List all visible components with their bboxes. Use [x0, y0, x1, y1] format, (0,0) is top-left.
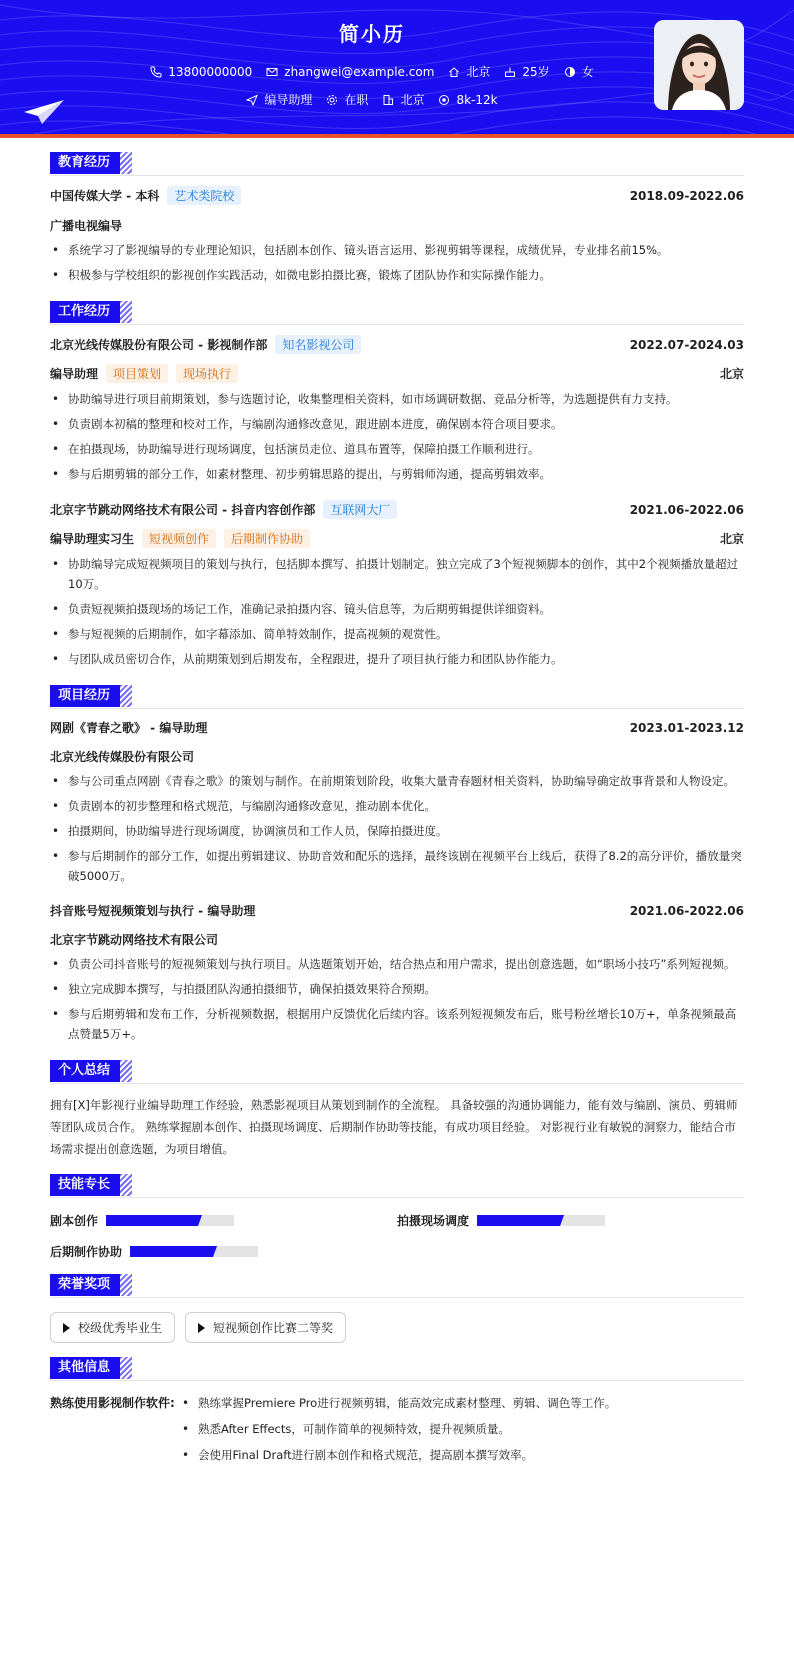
project-entry	[50, 719, 744, 886]
avatar	[654, 20, 744, 110]
job-intent-row	[0, 91, 744, 108]
age-info	[504, 63, 549, 80]
cake-icon	[504, 66, 516, 78]
section-header	[50, 685, 744, 709]
section-title-other: 其他信息	[50, 1357, 120, 1379]
list-item: • 参与后期剪辑和发布工作，分析视频数据，根据用户反馈优化后续内容。该系列短视频发布后，账号粉丝增长10万+，单条视频最高点赞量5万+。	[50, 1004, 744, 1044]
school-name: 中国传媒大学 - 本科	[50, 189, 160, 203]
list-item: • 独立完成脚本撰写，与拍摄团队沟通拍摄细节，确保拍摄效果符合预期。	[50, 979, 744, 999]
salary-text: 8k-12k	[456, 92, 498, 107]
email-info	[266, 63, 434, 80]
section-title-summary: 个人总结	[50, 1060, 120, 1082]
entry-heading	[50, 902, 744, 919]
age-text: 25岁	[522, 65, 550, 79]
building-icon	[382, 94, 394, 106]
list-item: • 拍摄期间，协助编导进行现场调度，协调演员和工作人员，保障拍摄进度。	[50, 821, 744, 841]
skill-name: 剧本创作	[50, 1214, 99, 1228]
section-title-awards: 荣誉奖项	[50, 1274, 120, 1296]
list-item: • 协助编导进行项目前期策划，参与选题讨论，收集整理相关资料，如市场调研数据、竞品分析等，为选题提供有力支持。	[50, 389, 744, 409]
bullet-list	[50, 554, 744, 669]
salary-info	[438, 91, 497, 108]
gear-icon	[326, 94, 338, 106]
list-item: • 与团队成员密切合作，从前期策划到后期发布，全程跟进，提升了项目执行能力和团队协作能力。	[50, 649, 744, 669]
play-triangle-icon	[198, 1323, 205, 1333]
play-triangle-icon	[63, 1323, 70, 1333]
bullet-list	[50, 771, 744, 886]
work-location: 北京	[719, 367, 744, 381]
role-tag: 短视频创作	[142, 529, 216, 548]
section-header	[50, 1357, 744, 1381]
bullet-list	[180, 1393, 744, 1471]
entry-heading	[50, 500, 744, 519]
list-item: • 在拍摄现场，协助编导进行现场调度，包括演员走位、道具布置等，保障拍摄工作顺利进行。	[50, 439, 744, 459]
email-text: zhangwei@example.com	[284, 64, 435, 79]
other-info	[50, 1393, 744, 1471]
position-text: 编导助理	[264, 93, 313, 107]
school-tag: 艺术类院校	[167, 186, 241, 205]
other-label: 熟练使用影视制作软件:	[50, 1396, 175, 1410]
list-item: • 参与短视频的后期制作，如字幕添加、简单特效制作，提高视频的观赏性。	[50, 624, 744, 644]
list-item: • 负责剧本初稿的整理和校对工作，与编剧沟通修改意见，跟进剧本进度，确保剧本符合项目要求。	[50, 414, 744, 434]
role-name: 编导助理	[50, 367, 99, 381]
resume-header	[0, 0, 794, 138]
list-item: • 熟练掌握Premiere Pro进行视频剪辑，能高效完成素材整理、剪辑、调色等工作。	[180, 1393, 744, 1413]
list-item: • 参与后期剪辑的部分工作，如素材整理、初步剪辑思路的提出，与剪辑师沟通，提高剪辑效率。	[50, 464, 744, 484]
skill-item	[50, 1212, 397, 1229]
section-title-education: 教育经历	[50, 152, 120, 174]
bullet-list	[50, 954, 744, 1044]
send-icon	[246, 94, 258, 106]
role-tag: 项目策划	[106, 364, 168, 383]
phone-info	[150, 63, 252, 80]
awards-section	[50, 1274, 744, 1343]
award-name: 校级优秀毕业生	[78, 1321, 163, 1335]
work-location: 北京	[719, 532, 744, 546]
other-section	[50, 1357, 744, 1471]
skill-item	[397, 1212, 744, 1229]
list-item: • 会使用Final Draft进行剧本创作和格式规范，提高剧本撰写效率。	[180, 1445, 744, 1465]
project-entry	[50, 902, 744, 1044]
projects-section	[50, 685, 744, 1044]
summary-section	[50, 1060, 744, 1160]
list-item: • 负责公司抖音账号的短视频策划与执行项目。从选题策划开始，结合热点和用户需求，提出创意选题，如“职场小技巧”系列短视频。	[50, 954, 744, 974]
role-row	[50, 529, 744, 548]
entry-date: 2022.07-2024.03	[629, 337, 744, 352]
bullet-list	[50, 389, 744, 484]
skill-bar-fill	[130, 1246, 217, 1257]
hometown-text: 北京	[466, 65, 491, 79]
list-item: • 参与后期制作的部分工作，如提出剪辑建议、协助音效和配乐的选择，最终该剧在视频平台上线后，获得了8.2的高分评价，播放量突破5000万。	[50, 846, 744, 886]
company-name: 北京光线传媒股份有限公司 - 影视制作部	[50, 338, 268, 352]
entry-date: 2021.06-2022.06	[629, 903, 744, 918]
list-item: • 系统学习了影视编导的专业理论知识，包括剧本创作、镜头语言运用、影视剪辑等课程，成绩优异，专业排名前15%。	[50, 240, 744, 260]
work-section	[50, 301, 744, 669]
skills-grid	[50, 1212, 744, 1260]
gender-text: 女	[581, 65, 594, 79]
award-badge	[185, 1312, 346, 1343]
gender-icon	[564, 66, 576, 78]
bullet-list	[50, 240, 744, 285]
skill-bar	[106, 1215, 234, 1226]
section-title-skills: 技能专长	[50, 1174, 120, 1196]
status-text: 在职	[344, 93, 369, 107]
award-name: 短视频创作比赛二等奖	[213, 1321, 334, 1335]
mail-icon	[266, 66, 278, 78]
project-org: 北京字节跳动网络技术有限公司	[50, 933, 219, 947]
section-header	[50, 1174, 744, 1198]
role-row	[50, 364, 744, 383]
award-badge	[50, 1312, 175, 1343]
work-entry	[50, 500, 744, 669]
education-entry	[50, 186, 744, 285]
education-section	[50, 152, 744, 285]
project-title: 抖音账号短视频策划与执行 - 编导助理	[50, 904, 256, 918]
list-item: • 参与公司重点网剧《青春之歌》的策划与制作。在前期策划阶段，收集大量青春题材相关资料，协助编导确定故事背景和人物设定。	[50, 771, 744, 791]
list-item: • 积极参与学校组织的影视创作实践活动，如微电影拍摄比赛，锻炼了团队协作和实际操作能力。	[50, 265, 744, 285]
list-item: • 负责短视频拍摄现场的场记工作，准确记录拍摄内容、镜头信息等，为后期剪辑提供详细资料。	[50, 599, 744, 619]
list-item: • 协助编导完成短视频项目的策划与执行，包括脚本撰写、拍摄计划制定。独立完成了3个短视频脚本的创作，其中2个视频播放量超过10万。	[50, 554, 744, 594]
candidate-name: 简小历	[339, 22, 405, 46]
entry-heading	[50, 186, 744, 205]
summary-text: 拥有[X]年影视行业编导助理工作经验，熟悉影视项目从策划到制作的全流程。 具备较强的沟通协调能力，能有效与编剧、演员、剪辑师等团队成员合作。 熟练掌握剧本创作、拍摄现场调度、后期制作协助等技能，有成功项目经验。 对影视行业有敏锐的洞察力，能结合市场需求提出创意选题，为项目增值。	[50, 1098, 738, 1156]
list-item: • 熟悉After Effects，可制作简单的视频特效，提升视频质量。	[180, 1419, 744, 1439]
section-header	[50, 1060, 744, 1084]
coin-icon	[438, 94, 450, 106]
entry-heading	[50, 335, 744, 354]
list-item: • 负责剧本的初步整理和格式规范，与编剧沟通修改意见，推动剧本优化。	[50, 796, 744, 816]
skill-item	[50, 1243, 397, 1260]
entry-date: 2023.01-2023.12	[629, 720, 744, 735]
skill-name: 拍摄现场调度	[397, 1214, 470, 1228]
project-org: 北京光线传媒股份有限公司	[50, 750, 195, 764]
role-tag: 后期制作协助	[224, 529, 310, 548]
gender-info	[564, 63, 594, 80]
section-header	[50, 301, 744, 325]
contact-row	[0, 63, 744, 80]
position-info	[246, 91, 312, 108]
role-tag: 现场执行	[176, 364, 238, 383]
skill-bar-fill	[106, 1215, 202, 1226]
city-text: 北京	[400, 93, 425, 107]
role-name: 编导助理实习生	[50, 532, 135, 546]
skill-bar-fill	[477, 1215, 564, 1226]
skill-bar	[477, 1215, 605, 1226]
hometown-info	[448, 63, 490, 80]
entry-date: 2018.09-2022.06	[629, 188, 744, 203]
home-icon	[448, 66, 460, 78]
company-name: 北京字节跳动网络技术有限公司 - 抖音内容创作部	[50, 503, 316, 517]
skill-name: 后期制作协助	[50, 1245, 123, 1259]
company-tag: 互联网大厂	[323, 500, 397, 519]
section-title-work: 工作经历	[50, 301, 120, 323]
phone-icon	[150, 66, 162, 78]
work-entry	[50, 335, 744, 484]
awards-list	[50, 1312, 744, 1343]
entry-heading	[50, 719, 744, 736]
entry-date: 2021.06-2022.06	[629, 502, 744, 517]
skills-section	[50, 1174, 744, 1260]
company-tag: 知名影视公司	[275, 335, 361, 354]
section-header	[50, 1274, 744, 1298]
project-title: 网剧《青春之歌》 - 编导助理	[50, 721, 208, 735]
major-name: 广播电视编导	[50, 219, 123, 233]
status-info	[326, 91, 368, 108]
section-title-projects: 项目经历	[50, 685, 120, 707]
city-info	[382, 91, 424, 108]
phone-text: 13800000000	[168, 64, 253, 79]
section-header	[50, 152, 744, 176]
avatar-portrait	[654, 20, 744, 110]
skill-bar	[130, 1246, 258, 1257]
